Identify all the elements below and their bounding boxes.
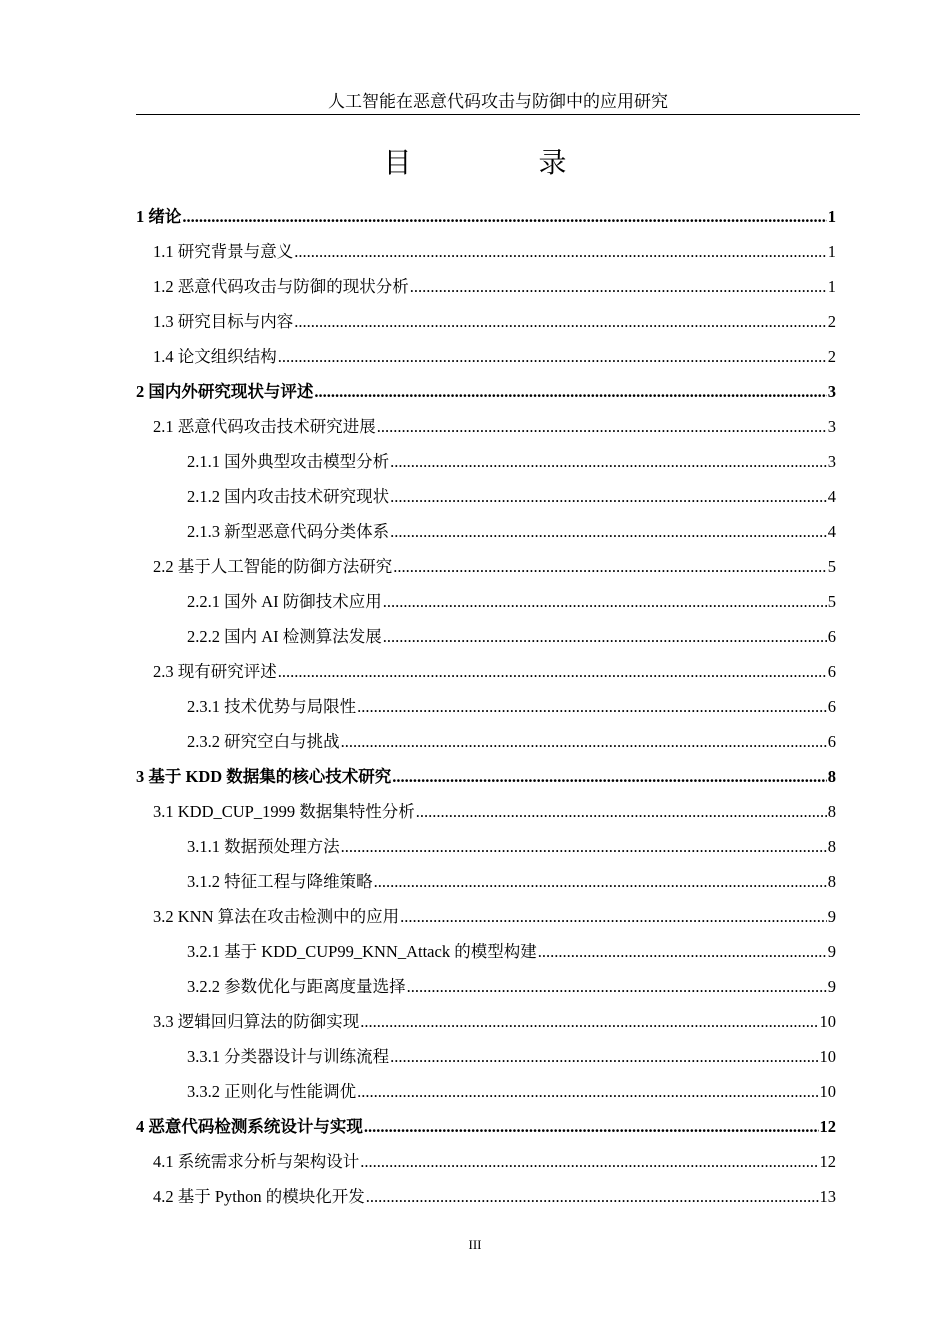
toc-entry-label: 3.1 KDD_CUP_1999 数据集特性分析 [153, 802, 415, 821]
toc-entry-page: 1 [827, 277, 836, 296]
toc-entry[interactable] [136, 514, 836, 549]
toc-entry-label: 1.2 恶意代码攻击与防御的现状分析 [153, 277, 409, 296]
toc-entry-page: 9 [827, 942, 836, 961]
running-header: 人工智能在恶意代码攻击与防御中的应用研究 [136, 90, 860, 115]
toc-entry[interactable] [136, 934, 836, 969]
toc-entry-page: 1 [827, 242, 836, 261]
toc-entry-label: 2.3 现有研究评述 [153, 662, 277, 681]
toc-entry-page: 1 [827, 207, 836, 226]
toc-entry[interactable] [136, 304, 836, 339]
table-of-contents [136, 199, 836, 1214]
toc-entry-label: 2.1.1 国外典型攻击模型分析 [187, 452, 390, 471]
dot-leader [383, 584, 827, 619]
toc-entry-page: 8 [827, 767, 836, 786]
toc-entry-page: 3 [827, 382, 836, 401]
toc-entry-label: 1.4 论文组织结构 [153, 347, 277, 366]
toc-entry[interactable] [136, 689, 836, 724]
page-number: III [468, 1237, 482, 1252]
toc-entry[interactable] [136, 199, 836, 234]
toc-entry-label: 4 恶意代码检测系统设计与实现 [136, 1117, 363, 1136]
toc-entry[interactable] [136, 654, 836, 689]
dot-leader [357, 1074, 818, 1109]
dot-leader [364, 1109, 819, 1144]
toc-entry[interactable] [136, 969, 836, 1004]
toc-entry[interactable] [136, 269, 836, 304]
dot-leader [341, 829, 827, 864]
dot-leader [390, 514, 827, 549]
toc-entry-label: 2.1.2 国内攻击技术研究现状 [187, 487, 390, 506]
toc-entry-label: 3.3.2 正则化与性能调优 [187, 1082, 357, 1101]
toc-entry-label: 2 国内外研究现状与评述 [136, 382, 314, 401]
toc-entry-label: 3.2.1 基于 KDD_CUP99_KNN_Attack 的模型构建 [187, 942, 537, 961]
dot-leader [374, 864, 827, 899]
toc-entry-page: 3 [827, 452, 836, 471]
toc-entry-label: 2.1 恶意代码攻击技术研究进展 [153, 417, 376, 436]
toc-entry[interactable] [136, 549, 836, 584]
dot-leader [393, 549, 827, 584]
toc-entry-label: 2.1.3 新型恶意代码分类体系 [187, 522, 390, 541]
toc-entry-page: 8 [827, 802, 836, 821]
toc-entry-page: 3 [827, 417, 836, 436]
toc-entry-label: 1.1 研究背景与意义 [153, 242, 294, 261]
toc-entry[interactable] [136, 724, 836, 759]
dot-leader [390, 1039, 818, 1074]
dot-leader [278, 654, 827, 689]
dot-leader [182, 199, 826, 234]
toc-entry-page: 12 [819, 1117, 836, 1136]
toc-entry-label: 2.2.1 国外 AI 防御技术应用 [187, 592, 382, 611]
dot-leader [390, 479, 827, 514]
toc-entry-page: 4 [827, 487, 836, 506]
toc-entry[interactable] [136, 479, 836, 514]
toc-entry-page: 5 [827, 557, 836, 576]
toc-entry-label: 1 绪论 [136, 207, 182, 226]
toc-entry[interactable] [136, 444, 836, 479]
toc-entry-label: 3.2 KNN 算法在攻击检测中的应用 [153, 907, 400, 926]
toc-entry-label: 3.2.2 参数优化与距离度量选择 [187, 977, 406, 996]
toc-entry[interactable] [136, 234, 836, 269]
toc-entry[interactable] [136, 619, 836, 654]
toc-entry[interactable] [136, 829, 836, 864]
toc-entry-label: 4.2 基于 Python 的模块化开发 [153, 1187, 365, 1206]
toc-entry-page: 8 [827, 837, 836, 856]
toc-entry-page: 6 [827, 627, 836, 646]
toc-entry-page: 2 [827, 347, 836, 366]
dot-leader [366, 1179, 819, 1214]
dot-leader [357, 689, 827, 724]
dot-leader [360, 1004, 818, 1039]
toc-entry-page: 10 [819, 1047, 836, 1066]
dot-leader [407, 969, 827, 1004]
dot-leader [383, 619, 827, 654]
toc-entry[interactable] [136, 1004, 836, 1039]
toc-entry-page: 10 [819, 1012, 836, 1031]
dot-leader [294, 234, 827, 269]
toc-entry[interactable] [136, 794, 836, 829]
toc-entry[interactable] [136, 1179, 836, 1214]
toc-entry[interactable] [136, 1039, 836, 1074]
dot-leader [360, 1144, 818, 1179]
dot-leader [377, 409, 827, 444]
toc-entry-page: 6 [827, 732, 836, 751]
toc-entry[interactable] [136, 1109, 836, 1144]
dot-leader [341, 724, 827, 759]
toc-entry-label: 4.1 系统需求分析与架构设计 [153, 1152, 360, 1171]
toc-entry-page: 8 [827, 872, 836, 891]
toc-entry-page: 13 [819, 1187, 836, 1206]
toc-entry-page: 9 [827, 907, 836, 926]
toc-entry[interactable] [136, 899, 836, 934]
toc-entry[interactable] [136, 339, 836, 374]
dot-leader [400, 899, 827, 934]
toc-entry-label: 2.2 基于人工智能的防御方法研究 [153, 557, 393, 576]
toc-entry-page: 6 [827, 662, 836, 681]
toc-entry-page: 2 [827, 312, 836, 331]
toc-entry-page: 5 [827, 592, 836, 611]
dot-leader [390, 444, 827, 479]
dot-leader [314, 374, 826, 409]
toc-entry[interactable] [136, 1074, 836, 1109]
toc-entry-label: 3.3 逻辑回归算法的防御实现 [153, 1012, 360, 1031]
toc-entry-label: 2.2.2 国内 AI 检测算法发展 [187, 627, 382, 646]
toc-entry-label: 2.3.1 技术优势与局限性 [187, 697, 357, 716]
dot-leader [392, 759, 826, 794]
toc-entry-label: 3.1.2 特征工程与降维策略 [187, 872, 373, 891]
dot-leader [538, 934, 827, 969]
dot-leader [410, 269, 827, 304]
toc-entry-page: 12 [819, 1152, 836, 1171]
toc-entry[interactable] [136, 759, 836, 794]
toc-entry-page: 9 [827, 977, 836, 996]
toc-entry-label: 2.3.2 研究空白与挑战 [187, 732, 340, 751]
toc-entry-label: 3.3.1 分类器设计与训练流程 [187, 1047, 390, 1066]
toc-entry-page: 10 [819, 1082, 836, 1101]
toc-entry-page: 4 [827, 522, 836, 541]
dot-leader [294, 304, 827, 339]
toc-entry[interactable] [136, 374, 836, 409]
toc-entry-label: 3 基于 KDD 数据集的核心技术研究 [136, 767, 392, 786]
dot-leader [416, 794, 827, 829]
toc-entry[interactable] [136, 584, 836, 619]
dot-leader [278, 339, 827, 374]
toc-entry[interactable] [136, 409, 836, 444]
toc-entry-label: 1.3 研究目标与内容 [153, 312, 294, 331]
toc-entry[interactable] [136, 1144, 836, 1179]
toc-entry[interactable] [136, 864, 836, 899]
toc-entry-page: 6 [827, 697, 836, 716]
toc-entry-label: 3.1.1 数据预处理方法 [187, 837, 340, 856]
toc-title: 目 录 [383, 148, 627, 179]
